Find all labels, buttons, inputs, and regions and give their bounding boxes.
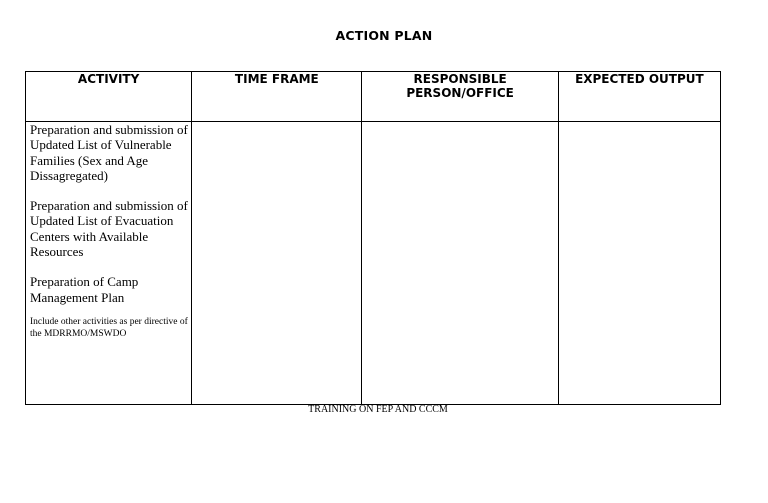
responsible-cell [362,122,558,405]
header-responsible-person-office: RESPONSIBLE PERSON/OFFICE [362,72,558,122]
page-footer: TRAINING ON FEP AND CCCM [308,404,448,415]
time-frame-cell [192,122,362,405]
expected-output-cell [558,122,720,405]
action-plan-table [25,71,721,405]
table-header-row [26,72,721,122]
header-expected-output: EXPECTED OUTPUT [558,72,720,122]
activity-cell [26,122,192,405]
page-title: ACTION PLAN [335,28,433,43]
activity-item: Preparation and submission of Updated List of Vulnerable Families (Sex and Age Dissagregated) [30,122,188,183]
header-activity: ACTIVITY [26,72,192,122]
table-row [26,122,721,405]
activity-item: Preparation and submission of Updated List of Evacuation Centers with Available Resources [30,198,188,260]
header-time-frame: TIME FRAME [192,72,362,122]
activity-note: Include other activities as per directive of the MDRRMO/MSWDO [30,316,188,339]
activity-item: Preparation of Camp Management Plan [30,274,139,305]
